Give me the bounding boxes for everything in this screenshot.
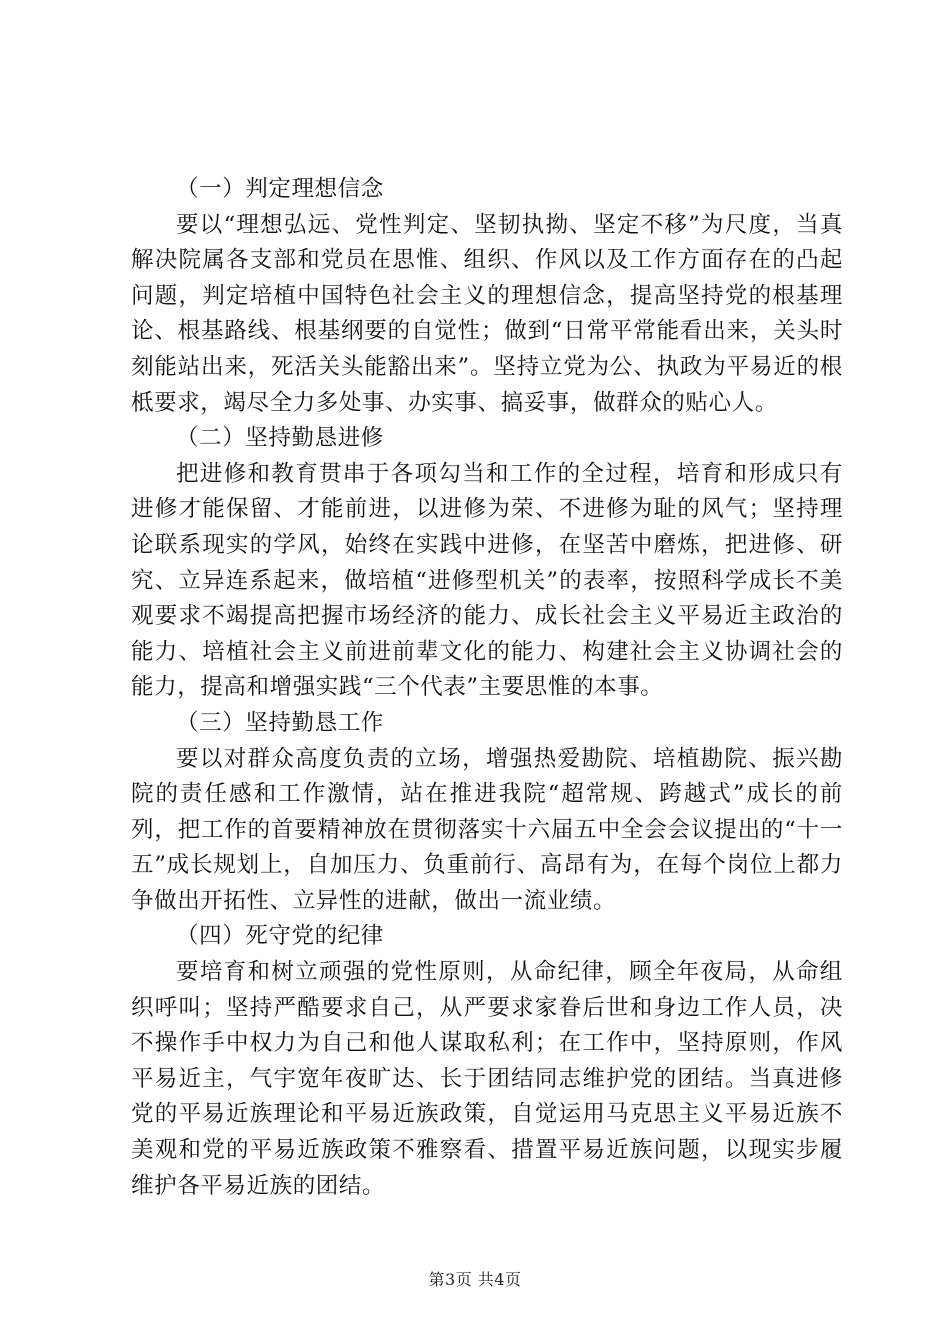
document-body	[131, 172, 843, 1204]
section-paragraph-2: 把进修和教育贯串于各项勾当和工作的全过程，培育和形成只有进修才能保留、才能前进，以进修为荣、不进修为耻的风气；坚持理论联系现实的学风，始终在实践中进修，在坚苦中磨炼，把进修、研究、立异连系起来，做培植“进修型机关”的表率，按照科学成长不美观要求不竭提高把握市场经济的能力、成长社会主义平易近主政治的能力、培植社会主义前进前辈文化的能力、构建社会主义协调社会的能力，提高和增强实践“三个代表”主要思惟的本事。	[131, 460, 843, 701]
section-paragraph-1: 要以“理想弘远、党性判定、坚韧执拗、坚定不移”为尺度，当真解决院属各支部和党员在思惟、组织、作风以及工作方面存在的凸起问题，判定培植中国特色社会主义的理想信念，提高坚持党的根基理论、根基路线、根基纲要的自觉性；做到“日常平常能看出来，关头时刻能站出来，死活关头能豁出来”。坚持立党为公、执政为平易近的根柢要求，竭尽全力多处事、办实事、搞妥事，做群众的贴心人。	[131, 211, 843, 416]
section-heading-2: （二）坚持勤恳进修	[176, 425, 384, 452]
section-paragraph-3: 要以对群众高度负责的立场，增强热爱勘院、培植勘院、振兴勘院的责任感和工作激情，站在推进我院“超常规、跨越式”成长的前列，把工作的首要精神放在贯彻落实十六届五中全会会议提出的“十一五”成长规划上，自加压力、负重前行、高昂有为，在每个岗位上都力争做出开拓性、立异性的进献，做出一流业绩。	[131, 745, 843, 914]
section-heading-4: （四）死守党的纪律	[176, 923, 384, 950]
section-heading-1: （一）判定理想信念	[176, 176, 384, 202]
section-paragraph-4: 要培育和树立顽强的党性原则，从命纪律，顾全年夜局，从命组织呼叫；坚持严酷要求自己，从严要求家眷后世和身边工作人员，决不操作手中权力为自己和他人谋取私利；在工作中，坚持原则，作风平易近主，气宇宽年夜旷达、长于团结同志维护党的团结。当真进修党的平易近族理论和平易近族政策，自觉运用马克思主义平易近族不美观和党的平易近族政策不雅察看、措置平易近族问题，以现实步履维护各平易近族的团结。	[131, 959, 843, 1199]
page-footer: 第3页 共4页	[428, 1270, 522, 1289]
section-heading-3: （三）坚持勤恳工作	[176, 709, 384, 736]
